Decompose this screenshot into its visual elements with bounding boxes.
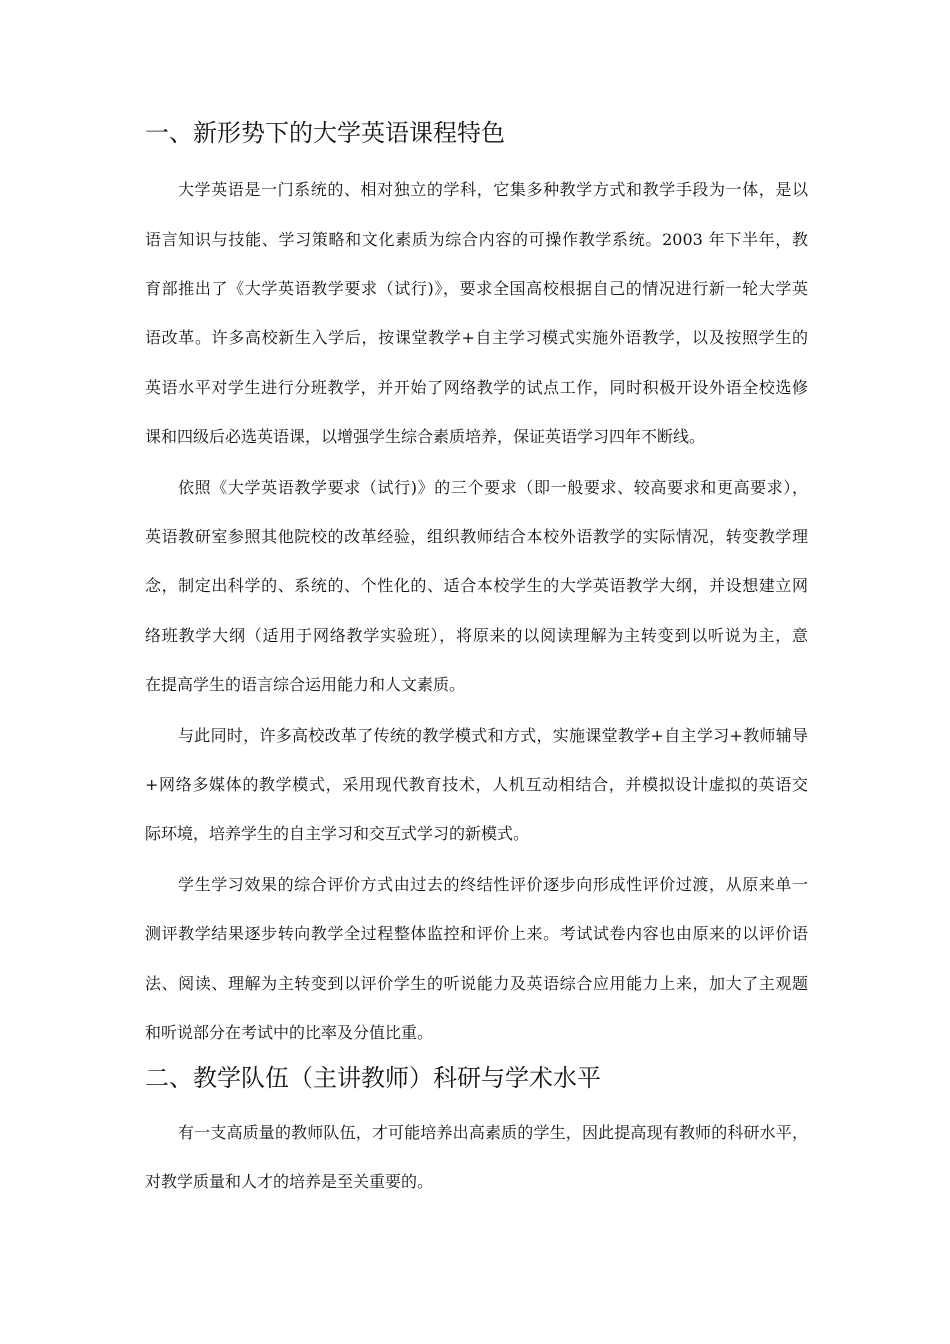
paragraph-line: 念，制定出科学的、系统的、个性化的、适合本校学生的大学英语教学大纲，并设想建立网 xyxy=(145,576,808,595)
paragraph-line: 际环境，培养学生的自主学习和交互式学习的新模式。 xyxy=(145,824,530,843)
section-heading: 一、新形势下的大学英语课程特色 xyxy=(145,119,505,147)
paragraph-line: 对教学质量和人才的培养是至关重要的。 xyxy=(145,1172,434,1191)
paragraph-line: 测评教学结果逐步转向教学全过程整体监控和评价上来。考试试卷内容也由原来的以评价语 xyxy=(145,924,808,943)
paragraph-line: 语改革。许多高校新生入学后，按课堂教学+自主学习模式实施外语教学，以及按照学生的 xyxy=(145,328,808,347)
paragraph-line: 与此同时，许多高校改革了传统的教学模式和方式，实施课堂教学+自主学习+教师辅导 xyxy=(178,726,808,745)
paragraph-line: 英语教研室参照其他院校的改革经验，组织教师结合本校外语教学的实际情况，转变教学理 xyxy=(145,527,808,546)
paragraph-line: 学生学习效果的综合评价方式由过去的终结性评价逐步向形成性评价过渡，从原来单一 xyxy=(178,875,808,894)
paragraph-line: 课和四级后必选英语课，以增强学生综合素质培养，保证英语学习四年不断线。 xyxy=(145,427,706,446)
paragraph-line: 依照《大学英语教学要求（试行)》的三个要求（即一般要求、较高要求和更高要求）， xyxy=(178,478,808,497)
paragraph-line: 英语水平对学生进行分班教学，并开始了网络教学的试点工作，同时积极开设外语全校选修 xyxy=(145,378,808,397)
paragraph-line: 语言知识与技能、学习策略和文化素质为综合内容的可操作教学系统。2003 年下半年，教 xyxy=(145,230,808,249)
section-heading: 二、教学队伍（主讲教师）科研与学术水平 xyxy=(145,1064,601,1092)
paragraph-line: 和听说部分在考试中的比率及分值比重。 xyxy=(145,1023,434,1042)
paragraph-line: 法、阅读、理解为主转变到以评价学生的听说能力及英语综合应用能力上来，加大了主观题 xyxy=(145,974,808,993)
paragraph-line: 有一支高质量的教师队伍，才可能培养出高素质的学生，因此提高现有教师的科研水平， xyxy=(178,1123,808,1142)
paragraph-line: 大学英语是一门系统的、相对独立的学科，它集多种教学方式和教学手段为一体，是以 xyxy=(178,180,808,199)
paragraph-line: 络班教学大纲（适用于网络教学实验班），将原来的以阅读理解为主转变到以听说为主，意 xyxy=(145,626,808,645)
paragraph-line: 在提高学生的语言综合运用能力和人文素质。 xyxy=(145,675,466,694)
paragraph-line: +网络多媒体的教学模式，采用现代教育技术，人机互动相结合，并模拟设计虚拟的英语交 xyxy=(145,775,808,794)
paragraph-line: 育部推出了《大学英语教学要求（试行)》，要求全国高校根据自己的情况进行新一轮大学英 xyxy=(145,279,808,298)
